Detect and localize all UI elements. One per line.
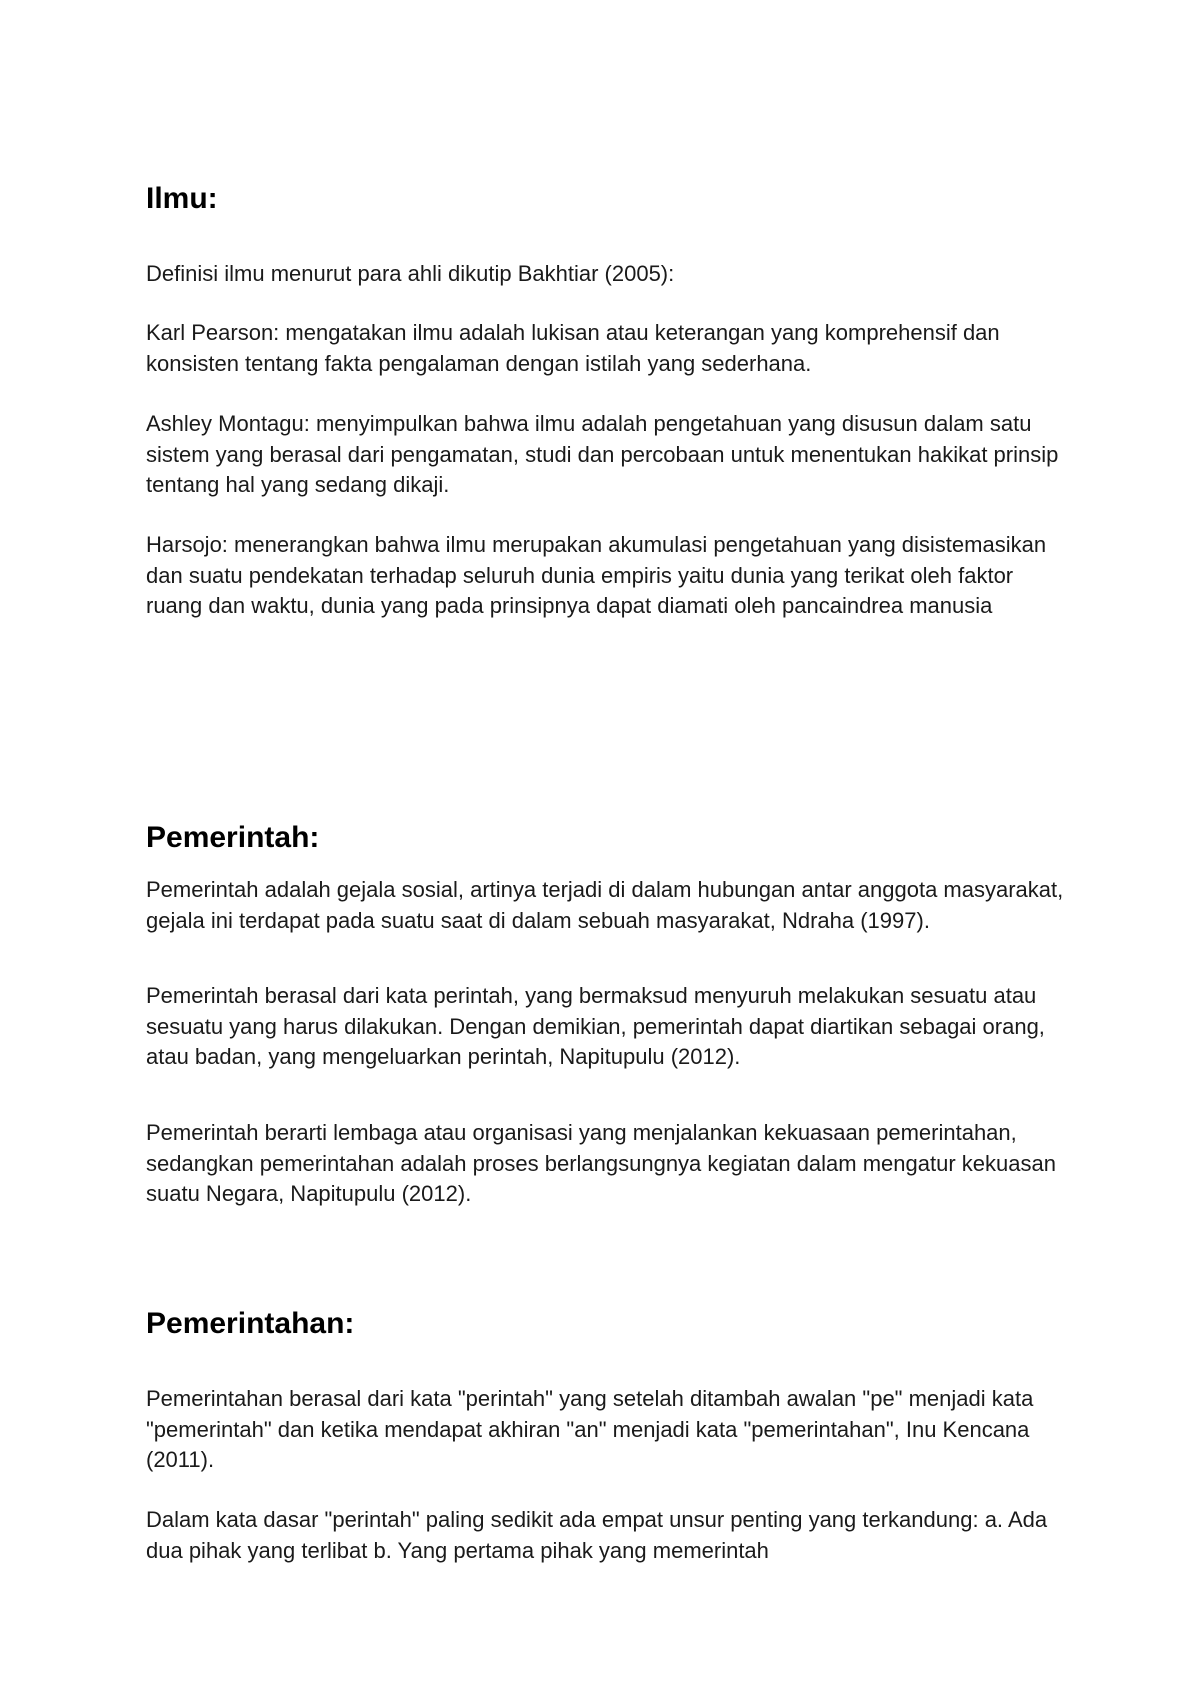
pemerintah-paragraph-2: Pemerintah berasal dari kata perintah, yang bermaksud menyuruh melakukan sesuatu atau sesuatu yang harus dilakukan. Dengan demikian, pemerintah dapat diartikan sebagai orang, atau badan, yang mengeluarkan perintah, Napitupulu (2012).: [146, 983, 1045, 1069]
heading-ilmu: Ilmu:: [146, 182, 218, 215]
ilmu-paragraph-karl-pearson: Karl Pearson: mengatakan ilmu adalah lukisan atau keterangan yang komprehensif dan konsisten tentang fakta pengalaman dengan istilah yang sederhana.: [146, 320, 1000, 376]
pemerintah-paragraph-1: Pemerintah adalah gejala sosial, artinya terjadi di dalam hubungan antar anggota masyarakat, gejala ini terdapat pada suatu saat di dalam sebuah masyarakat, Ndraha (1997).: [146, 877, 1064, 933]
ilmu-paragraph-ashley-montagu: Ashley Montagu: menyimpulkan bahwa ilmu adalah pengetahuan yang disusun dalam satu sistem yang berasal dari pengamatan, studi dan percobaan untuk menentukan hakikat prinsip tentang hal yang sedang dikaji.: [146, 411, 1059, 497]
pemerintahan-paragraph-1: Pemerintahan berasal dari kata "perintah" yang setelah ditambah awalan "pe" menjadi kata "pemerintah" dan ketika mendapat akhiran "an" menjadi kata "pemerintahan", Inu Kencana (2011).: [146, 1386, 1034, 1472]
heading-pemerintahan: Pemerintahan:: [146, 1307, 355, 1340]
heading-pemerintah: Pemerintah:: [146, 821, 320, 854]
ilmu-intro: Definisi ilmu menurut para ahli dikutip Bakhtiar (2005):: [146, 261, 675, 286]
ilmu-paragraph-harsojo: Harsojo: menerangkan bahwa ilmu merupakan akumulasi pengetahuan yang disistemasikan dan suatu pendekatan terhadap seluruh dunia empiris yaitu dunia yang terikat oleh faktor ruang dan waktu, dunia yang pada prinsipnya dapat diamati oleh pancaindrea manusia: [146, 532, 1047, 618]
pemerintah-paragraph-3: Pemerintah berarti lembaga atau organisasi yang menjalankan kekuasaan pemerintahan, sedangkan pemerintahan adalah proses berlangsungnya kegiatan dalam mengatur kekuasan suatu Negara, Napitupulu (2012).: [146, 1120, 1056, 1206]
pemerintahan-paragraph-2: Dalam kata dasar "perintah" paling sedikit ada empat unsur penting yang terkandung: a. Ada dua pihak yang terlibat b. Yang pertama pihak yang memerintah: [146, 1507, 1048, 1563]
